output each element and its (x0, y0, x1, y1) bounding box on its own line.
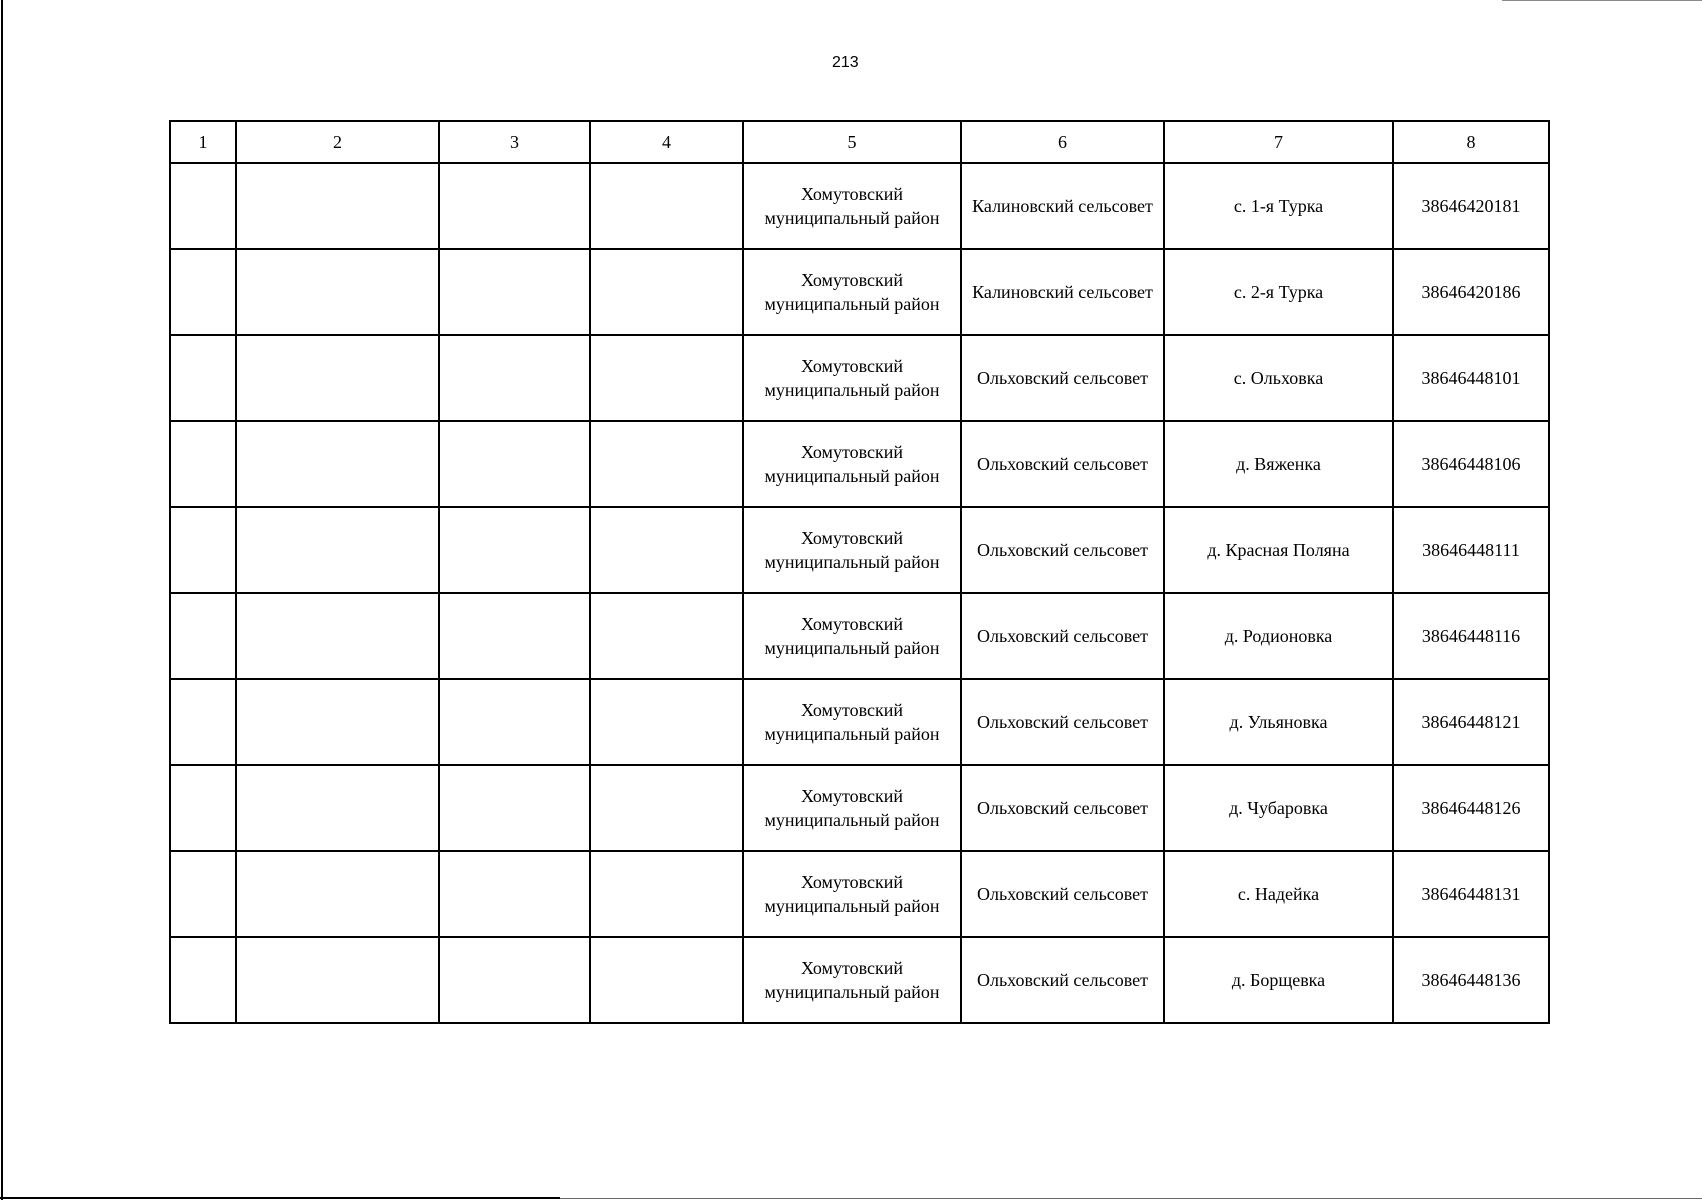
cell-col3 (439, 335, 590, 421)
cell-col1 (170, 937, 236, 1023)
column-header: 4 (590, 121, 743, 163)
cell-settlement: д. Ульяновка (1164, 679, 1393, 765)
page-border-bottom (0, 1197, 560, 1199)
cell-oktmo-code: 38646448136 (1393, 937, 1549, 1023)
cell-col4 (590, 163, 743, 249)
cell-col1 (170, 335, 236, 421)
district-name-line2: муниципальный район (764, 466, 940, 486)
cell-col4 (590, 593, 743, 679)
cell-col3 (439, 421, 590, 507)
cell-col2 (236, 679, 439, 765)
cell-council: Ольховский сельсовет (961, 421, 1164, 507)
district-name-line1: Хомутовский (801, 356, 903, 376)
table-row (170, 679, 1549, 765)
cell-oktmo-code: 38646420181 (1393, 163, 1549, 249)
column-header: 2 (236, 121, 439, 163)
table-row (170, 507, 1549, 593)
cell-oktmo-code: 38646448121 (1393, 679, 1549, 765)
cell-oktmo-code: 38646448101 (1393, 335, 1549, 421)
table-row (170, 593, 1549, 679)
cell-col4 (590, 249, 743, 335)
cell-col3 (439, 765, 590, 851)
cell-col2 (236, 249, 439, 335)
cell-council: Ольховский сельсовет (961, 335, 1164, 421)
district-name-line2: муниципальный район (764, 294, 940, 314)
column-header: 6 (961, 121, 1164, 163)
cell-col3 (439, 593, 590, 679)
cell-district (743, 335, 961, 421)
cell-settlement: д. Борщевка (1164, 937, 1393, 1023)
cell-col3 (439, 507, 590, 593)
cell-district (743, 851, 961, 937)
cell-council: Ольховский сельсовет (961, 937, 1164, 1023)
cell-col1 (170, 765, 236, 851)
cell-col4 (590, 507, 743, 593)
cell-council: Калиновский сельсовет (961, 249, 1164, 335)
table-row (170, 249, 1549, 335)
table-row (170, 421, 1549, 507)
cell-col3 (439, 679, 590, 765)
district-name-line2: муниципальный район (764, 810, 940, 830)
cell-settlement: с. 1-я Турка (1164, 163, 1393, 249)
cell-district (743, 249, 961, 335)
cell-col2 (236, 335, 439, 421)
cell-district (743, 765, 961, 851)
cell-settlement: с. Надейка (1164, 851, 1393, 937)
cell-col4 (590, 335, 743, 421)
district-name-line2: муниципальный район (764, 552, 940, 572)
cell-oktmo-code: 38646448111 (1393, 507, 1549, 593)
cell-oktmo-code: 38646448131 (1393, 851, 1549, 937)
table-row (170, 335, 1549, 421)
cell-col2 (236, 765, 439, 851)
column-header: 7 (1164, 121, 1393, 163)
district-name-line2: муниципальный район (764, 380, 940, 400)
page-number: 213 (832, 54, 859, 71)
header-row (170, 121, 1549, 163)
cell-col1 (170, 249, 236, 335)
cell-oktmo-code: 38646448106 (1393, 421, 1549, 507)
cell-district (743, 937, 961, 1023)
cell-council: Ольховский сельсовет (961, 679, 1164, 765)
cell-district (743, 679, 961, 765)
cell-col3 (439, 937, 590, 1023)
cell-oktmo-code: 38646420186 (1393, 249, 1549, 335)
cell-col1 (170, 851, 236, 937)
page-border-top (1502, 0, 1702, 1)
cell-col1 (170, 163, 236, 249)
cell-col1 (170, 421, 236, 507)
cell-col4 (590, 937, 743, 1023)
district-name-line2: муниципальный район (764, 982, 940, 1002)
district-name-line2: муниципальный район (764, 724, 940, 744)
district-name-line1: Хомутовский (801, 700, 903, 720)
cell-council: Ольховский сельсовет (961, 765, 1164, 851)
cell-council: Ольховский сельсовет (961, 851, 1164, 937)
cell-settlement: с. Ольховка (1164, 335, 1393, 421)
cell-col1 (170, 593, 236, 679)
cell-district (743, 421, 961, 507)
cell-district (743, 507, 961, 593)
district-name-line1: Хомутовский (801, 528, 903, 548)
cell-council: Ольховский сельсовет (961, 507, 1164, 593)
cell-col1 (170, 507, 236, 593)
table-row (170, 765, 1549, 851)
column-header: 8 (1393, 121, 1549, 163)
cell-col2 (236, 421, 439, 507)
cell-council: Ольховский сельсовет (961, 593, 1164, 679)
cell-settlement: д. Вяженка (1164, 421, 1393, 507)
cell-col2 (236, 593, 439, 679)
cell-col4 (590, 851, 743, 937)
column-header: 3 (439, 121, 590, 163)
table-row (170, 851, 1549, 937)
cell-col4 (590, 421, 743, 507)
cell-col3 (439, 249, 590, 335)
settlements-table (169, 120, 1550, 1024)
page-border-left (1, 0, 3, 1200)
cell-col2 (236, 507, 439, 593)
column-header: 5 (743, 121, 961, 163)
district-name-line1: Хомутовский (801, 184, 903, 204)
cell-oktmo-code: 38646448126 (1393, 765, 1549, 851)
cell-col2 (236, 163, 439, 249)
cell-settlement: д. Красная Поляна (1164, 507, 1393, 593)
cell-col3 (439, 851, 590, 937)
cell-col2 (236, 937, 439, 1023)
cell-col1 (170, 679, 236, 765)
cell-oktmo-code: 38646448116 (1393, 593, 1549, 679)
district-name-line2: муниципальный район (764, 208, 940, 228)
column-header: 1 (170, 121, 236, 163)
district-name-line1: Хомутовский (801, 614, 903, 634)
cell-district (743, 593, 961, 679)
cell-col3 (439, 163, 590, 249)
cell-settlement: с. 2-я Турка (1164, 249, 1393, 335)
cell-col2 (236, 851, 439, 937)
cell-settlement: д. Чубаровка (1164, 765, 1393, 851)
district-name-line1: Хомутовский (801, 872, 903, 892)
table-row (170, 937, 1549, 1023)
district-name-line1: Хомутовский (801, 442, 903, 462)
page-border-bottom-faint (560, 1198, 1702, 1199)
cell-settlement: д. Родионовка (1164, 593, 1393, 679)
district-name-line1: Хомутовский (801, 786, 903, 806)
district-name-line2: муниципальный район (764, 638, 940, 658)
table-row (170, 163, 1549, 249)
district-name-line1: Хомутовский (801, 958, 903, 978)
table-body (170, 163, 1549, 1023)
district-name-line2: муниципальный район (764, 896, 940, 916)
cell-council: Калиновский сельсовет (961, 163, 1164, 249)
cell-district (743, 163, 961, 249)
cell-col4 (590, 765, 743, 851)
cell-col4 (590, 679, 743, 765)
district-name-line1: Хомутовский (801, 270, 903, 290)
